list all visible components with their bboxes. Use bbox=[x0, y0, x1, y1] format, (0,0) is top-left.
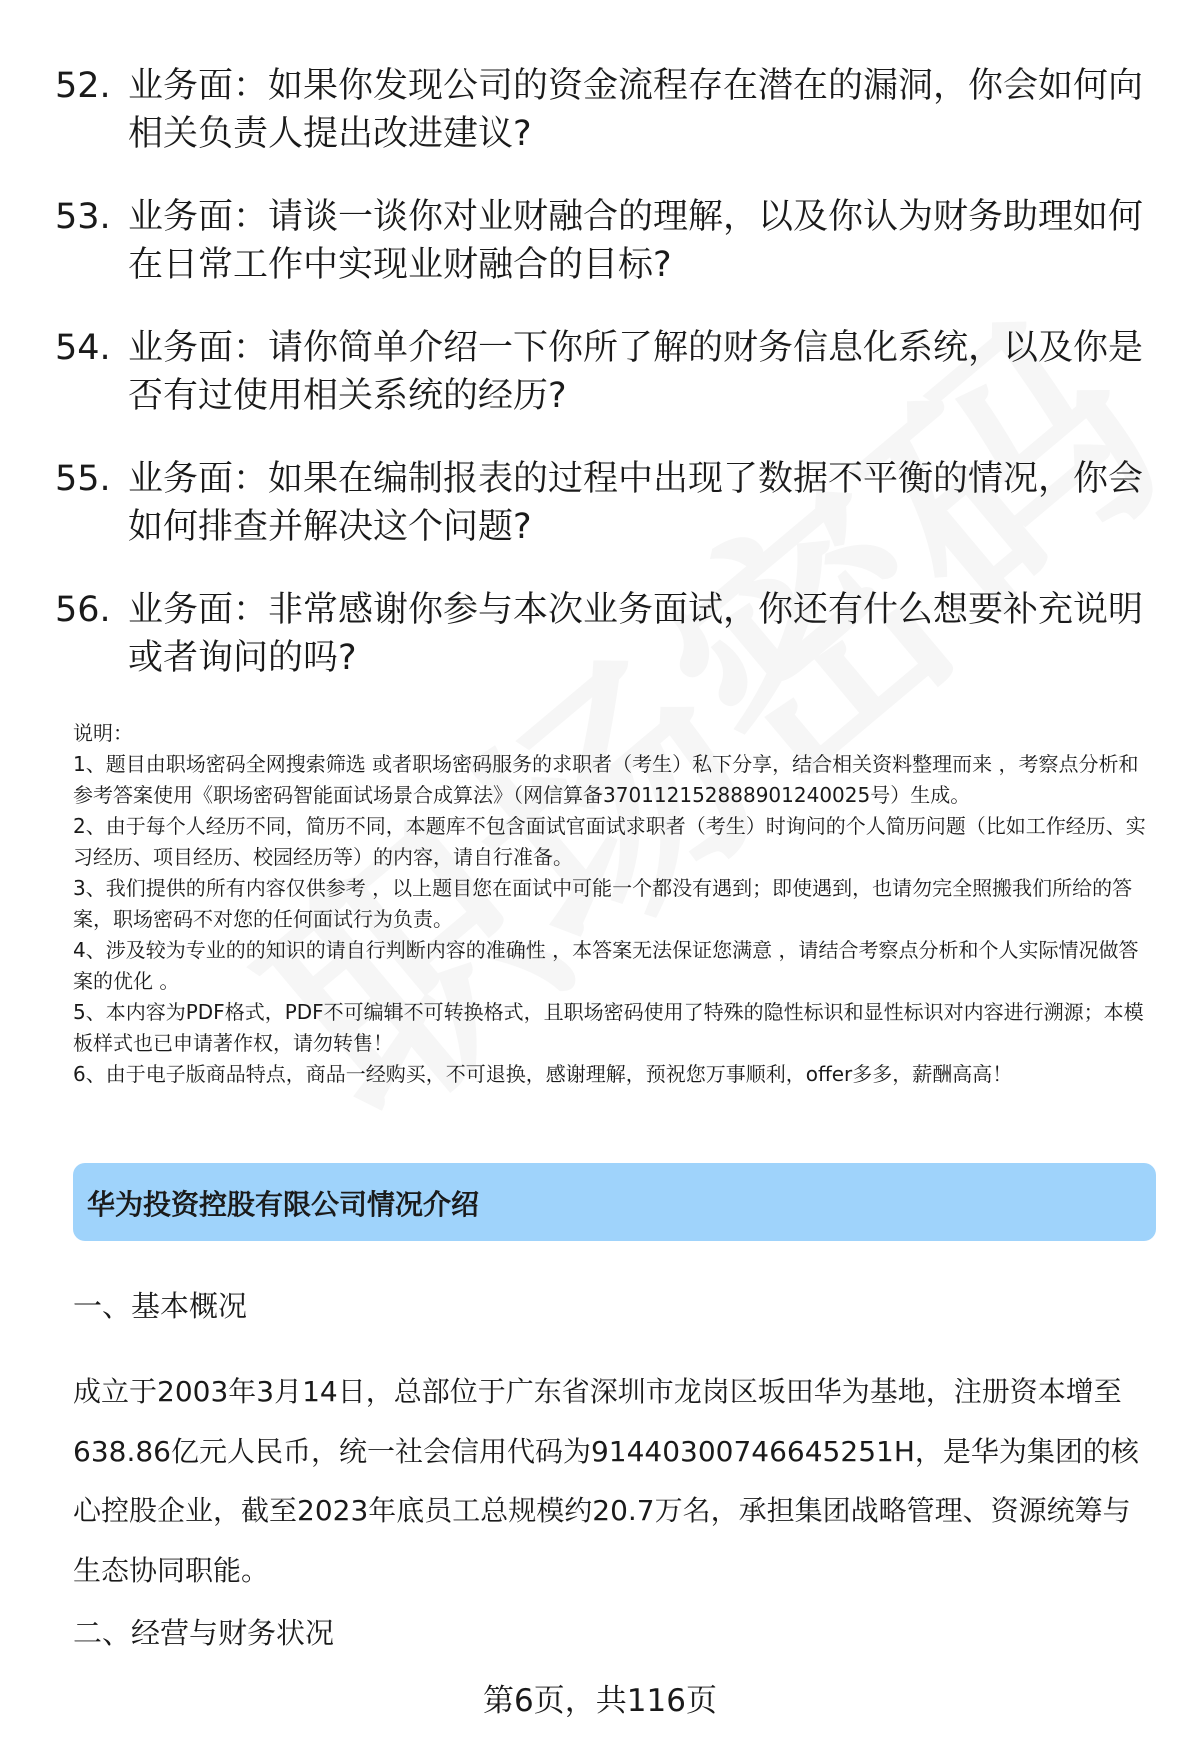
question-53 bbox=[55, 193, 1145, 289]
question-number: 54. bbox=[55, 328, 111, 368]
question-number: 55. bbox=[55, 459, 111, 499]
question-54 bbox=[55, 324, 1145, 420]
question-text: 业务面：请你简单介绍一下你所了解的财务信息化系统，以及你是否有过使用相关系统的经历? bbox=[128, 328, 1144, 416]
section-basic-text: 成立于2003年3月14日，总部位于广东省深圳市龙岗区坂田华为基地，注册资本增至638.86亿元人民币，统一社会信用代码为91440300746645251H，是华为集团的核心控股企业，截至2023年底员工总规模约20.7万名，承担集团战略管理、资源统筹与生态协同职能。 bbox=[73, 1375, 1139, 1587]
question-text: 业务面：非常感谢你参与本次业务面试，你还有什么想要补充说明或者询问的吗? bbox=[128, 590, 1144, 678]
question-56 bbox=[55, 586, 1145, 682]
note-item: 3、我们提供的所有内容仅供参考 ，以上题目您在面试中可能一个都没有遇到；即使遇到，也请勿完全照搬我们所给的答案，职场密码不对您的任何面试行为负责。 bbox=[73, 876, 1133, 931]
note-item: 5、本内容为PDF格式，PDF不可编辑不可转换格式，且职场密码使用了特殊的隐性标识和显性标识对内容进行溯源；本模板样式也已申请著作权，请勿转售！ bbox=[73, 1000, 1144, 1055]
section-title-finance: 二、经营与财务状况 bbox=[73, 1616, 335, 1650]
note-item: 4、涉及较为专业的的知识的请自行判断内容的准确性 ，本答案无法保证您满意 ，请结合考察点分析和个人实际情况做答案的优化 。 bbox=[73, 938, 1139, 993]
company-banner bbox=[73, 1163, 1156, 1241]
note-item: 2、由于每个人经历不同，简历不同，本题库不包含面试官面试求职者（考生）时询问的个人简历问题（比如工作经历、实习经历、项目经历、校园经历等）的内容，请自行准备。 bbox=[73, 814, 1146, 869]
question-text: 业务面：请谈一谈你对业财融合的理解，以及你认为财务助理如何在日常工作中实现业财融合的目标? bbox=[128, 197, 1144, 285]
page-number: 第6页，共116页 bbox=[483, 1683, 717, 1719]
note-item: 6、由于电子版商品特点，商品一经购买，不可退换，感谢理解，预祝您万事顺利，offer多多，薪酬高高！ bbox=[73, 1062, 1013, 1086]
notes-section bbox=[73, 718, 1158, 1090]
question-number: 53. bbox=[55, 197, 111, 237]
question-number: 52. bbox=[55, 66, 111, 106]
question-text: 业务面：如果在编制报表的过程中出现了数据不平衡的情况，你会如何排查并解决这个问题? bbox=[128, 459, 1144, 547]
question-52 bbox=[55, 62, 1145, 158]
notes-title: 说明： bbox=[73, 721, 133, 745]
question-text: 业务面：如果你发现公司的资金流程存在潜在的漏洞，你会如何向相关负责人提出改进建议? bbox=[128, 66, 1144, 154]
section-title-basic: 一、基本概况 bbox=[73, 1289, 248, 1323]
question-number: 56. bbox=[55, 590, 111, 630]
note-item: 1、题目由职场密码全网搜索筛选 或者职场密码服务的求职者（考生）私下分享，结合相关资料整理而来 ，考察点分析和参考答案使用《职场密码智能面试场景合成算法》（网信算备370112152888901240025号）生成。 bbox=[73, 752, 1139, 807]
banner-title: 华为投资控股有限公司情况介绍 bbox=[87, 1188, 480, 1221]
question-55 bbox=[55, 455, 1145, 551]
